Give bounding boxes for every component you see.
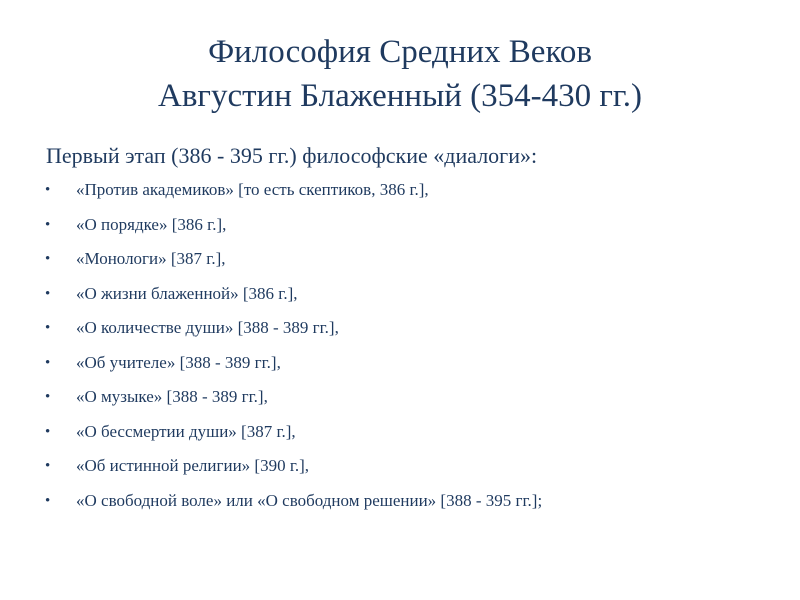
bullet-icon: •	[45, 251, 51, 267]
list-item-text: «Об истинной религии» [390 г.],	[76, 456, 310, 475]
list-item-text: «О свободной воле» или «О свободном решении» [388 - 395 гг.];	[76, 490, 543, 510]
bullet-icon: •	[45, 285, 51, 302]
list-item-text: «О музыке» [388 - 389 гг.],	[76, 387, 268, 406]
list-item-text: «О жизни блаженной» [386 г.],	[76, 283, 298, 303]
title-line-1: Философия Средних Веков	[208, 34, 592, 70]
bullet-icon: •	[45, 182, 51, 198]
intro-text: Первый этап (386 - 395 гг.) философские «диалоги»:	[46, 143, 538, 168]
bullet-icon: •	[45, 320, 51, 336]
list-item-text: «Об учителе» [388 - 389 гг.],	[76, 352, 281, 372]
bullet-icon: •	[45, 216, 51, 233]
slide-title	[0, 30, 800, 118]
title-line-2: Августин Блаженный (354-430 гг.)	[158, 78, 642, 114]
bullet-icon: •	[45, 492, 51, 509]
bullet-icon: •	[45, 389, 51, 405]
list-item-text: «О бессмертии души» [387 г.],	[76, 421, 296, 441]
bullet-icon: •	[45, 423, 51, 440]
list-item-text: «О количестве души» [388 - 389 гг.],	[76, 318, 339, 337]
list-item-text: «Против академиков» [то есть скептиков, 386 г.],	[76, 180, 429, 199]
list-item-text: «О порядке» [386 г.],	[76, 214, 227, 234]
bullet-icon: •	[45, 458, 51, 474]
bullet-icon: •	[45, 354, 51, 371]
list-item-text: «Монологи» [387 г.],	[76, 249, 226, 268]
